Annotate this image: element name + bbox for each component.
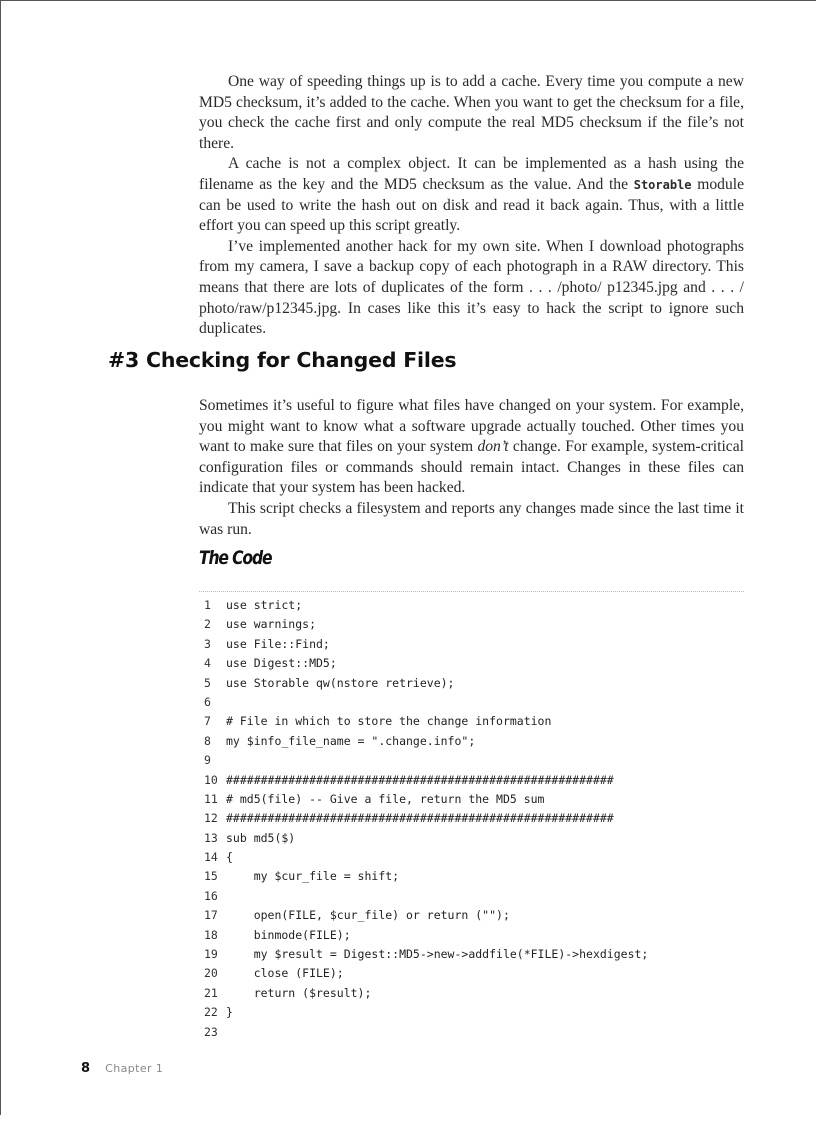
code-subheading: The Code — [199, 547, 272, 569]
code-line — [204, 615, 744, 634]
paragraph-cache-intro: One way of speeding things up is to add a cache. Every time you compute a new MD5 checksum, it’s added to the cache. When you want to get the checksum for a file, you check the cache first and only compute the real MD5 checksum if the file’s not there. — [199, 73, 744, 152]
line-number: 5 — [204, 675, 211, 690]
emphasis-dont: don’t — [477, 438, 509, 456]
code-line — [204, 809, 744, 828]
line-number: 18 — [204, 927, 218, 942]
code-text: use Storable qw(nstore retrieve); — [226, 675, 455, 690]
code-line — [204, 654, 744, 673]
code-line — [204, 1003, 744, 1022]
code-divider — [199, 591, 744, 592]
page-footer — [81, 1057, 163, 1076]
line-number: 22 — [204, 1005, 218, 1020]
code-text: use strict; — [226, 598, 303, 612]
line-number: 19 — [204, 947, 218, 962]
paragraph-cache-hash-start: A cache is not a complex object. It can be implemented as a hash using the filename as the key and the MD5 checksum as the value. And the — [199, 155, 744, 193]
line-number: 15 — [204, 869, 218, 884]
code-text: # md5(file) -- Give a file, return the MD5 sum — [226, 791, 545, 806]
line-number: 9 — [204, 753, 211, 768]
code-line — [204, 693, 744, 712]
storable-inline-code: Storable — [633, 177, 692, 192]
code-line — [204, 829, 744, 848]
code-line — [204, 771, 744, 790]
section-text — [199, 396, 744, 540]
code-line — [204, 848, 744, 867]
code-text: } — [226, 1005, 233, 1020]
code-line — [204, 596, 744, 615]
paragraph-cache-hash-end: module can be used to write the hash out on disk and read it back again. Thus, with a little effort you can speed up this script greatly. — [199, 175, 744, 235]
code-text: open(FILE, $cur_file) or return (""); — [226, 908, 510, 923]
page-number: 8 — [81, 1061, 91, 1076]
code-line — [204, 790, 744, 809]
code-line — [204, 674, 744, 693]
code-text: my $cur_file = shift; — [226, 869, 400, 884]
line-number: 11 — [204, 791, 218, 806]
code-line — [204, 926, 744, 945]
line-number: 16 — [204, 888, 218, 903]
code-text: { — [226, 850, 233, 865]
code-line — [204, 867, 744, 886]
code-text: return ($result); — [226, 985, 372, 1000]
line-number: 8 — [204, 733, 211, 748]
line-number: 17 — [204, 908, 218, 923]
line-number: 2 — [204, 617, 211, 632]
code-text: use Digest::MD5; — [226, 656, 337, 671]
line-number: 6 — [204, 694, 211, 709]
paragraph-cache-hash — [199, 154, 744, 236]
code-text: close (FILE); — [226, 966, 344, 981]
paragraph-photo-hack: I’ve implemented another hack for my own site. When I download photographs from my camera, I save a backup copy of each photograph in a RAW directory. This means that there are lots of duplicates of the form . . . /photo/ p12345.jpg and . . . / photo/raw/p12345.jpg. In cases like this it’s easy to hack the script to ignore such duplicates. — [199, 237, 744, 338]
paragraph-script-description: This script checks a filesystem and reports any changes made since the last time it was run. — [199, 499, 744, 538]
code-text: binmode(FILE); — [226, 927, 351, 942]
intro-text — [199, 72, 744, 340]
line-number: 13 — [204, 830, 218, 845]
line-number: 12 — [204, 811, 218, 826]
paragraph-changed-files-start: Sometimes it’s useful to figure what files have changed on your system. For example, you might want to know what a software upgrade actually touched. Other times you want to make sure that files on your system — [199, 397, 744, 456]
code-line — [204, 945, 744, 964]
line-number: 20 — [204, 966, 218, 981]
code-line — [204, 635, 744, 654]
code-text: my $result = Digest::MD5->new->addfile(*FILE)->hexdigest; — [226, 947, 649, 962]
code-line — [204, 964, 744, 983]
code-line — [204, 906, 744, 925]
code-line — [204, 712, 744, 731]
code-line — [204, 751, 744, 770]
line-number: 21 — [204, 985, 218, 1000]
code-line — [204, 984, 744, 1003]
code-text: use File::Find; — [226, 636, 330, 651]
code-text: use warnings; — [226, 617, 317, 632]
line-number: 14 — [204, 850, 218, 865]
code-listing — [204, 596, 744, 1042]
code-line — [204, 732, 744, 751]
paragraph-changed-files — [199, 396, 744, 499]
page-border-top — [0, 0, 816, 1]
code-text: sub md5($) — [226, 830, 296, 845]
code-text: my $info_file_name = ".change.info"; — [226, 733, 476, 748]
code-line — [204, 1023, 744, 1042]
line-number: 10 — [204, 772, 218, 787]
paragraph-changed-files-end: change. For example, system-critical configuration files or commands should remain intact. Changes in these files can indicate that your system has been hacked. — [199, 438, 744, 497]
code-text: # File in which to store the change information — [226, 714, 552, 729]
code-line — [204, 887, 744, 906]
line-number: 4 — [204, 656, 211, 671]
line-number: 3 — [204, 636, 211, 651]
line-number: 7 — [204, 714, 211, 729]
line-number: 1 — [204, 598, 211, 612]
chapter-label: Chapter 1 — [105, 1062, 164, 1075]
section-heading: #3 Checking for Changed Files — [108, 348, 457, 372]
page-border-left — [0, 0, 1, 1115]
code-text: ######################################################## — [226, 772, 614, 787]
code-text: ######################################################## — [226, 811, 614, 826]
line-number: 23 — [204, 1024, 218, 1039]
